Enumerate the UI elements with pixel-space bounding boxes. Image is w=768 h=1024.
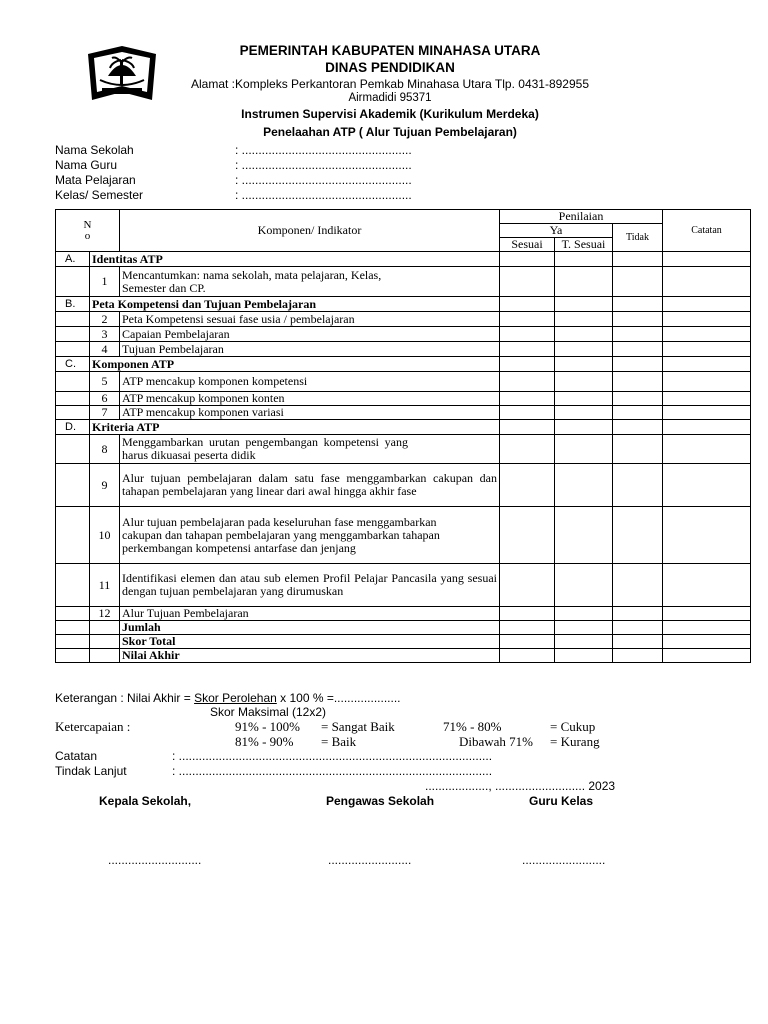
identity-row-teacher — [55, 158, 412, 172]
score-cell[interactable] — [555, 507, 613, 564]
score-cell[interactable] — [555, 649, 613, 663]
table-row — [56, 312, 751, 327]
score-cell[interactable] — [500, 649, 555, 663]
table-row — [56, 392, 751, 406]
item-number: 7 — [90, 406, 120, 420]
header-komponen: Komponen/ Indikator — [120, 210, 500, 252]
table-row — [56, 267, 751, 297]
header-t-sesuai: T. Sesuai — [555, 238, 613, 252]
score-cell[interactable] — [613, 435, 663, 464]
score-cell[interactable] — [555, 297, 613, 312]
note-cell[interactable] — [663, 435, 751, 464]
signature-teacher-title: Guru Kelas — [529, 794, 594, 808]
item-number: 3 — [90, 327, 120, 342]
header-tidak: Tidak — [613, 224, 663, 252]
score-cell[interactable] — [500, 607, 555, 621]
item-number: 12 — [90, 607, 120, 621]
score-cell[interactable] — [500, 372, 555, 392]
item-number: 2 — [90, 312, 120, 327]
note-cell[interactable] — [663, 372, 751, 392]
item-text: ATP mencakup komponen konten — [120, 392, 500, 406]
identity-value: : ................................................... — [235, 143, 412, 157]
note-cell[interactable] — [663, 357, 751, 372]
score-cell[interactable] — [613, 297, 663, 312]
header-catatan: Catatan — [663, 210, 751, 252]
item-text: ATP mencakup komponen kompetensi — [120, 372, 500, 392]
score-cell[interactable] — [500, 564, 555, 607]
score-cell[interactable] — [613, 635, 663, 649]
score-cell[interactable] — [555, 342, 613, 357]
item-text: Menggambarkan urutan pengembangan kompetensi yang harus dikuasai peserta didik — [120, 435, 500, 464]
score-cell[interactable] — [613, 392, 663, 406]
score-cell[interactable] — [500, 252, 555, 267]
item-number: 4 — [90, 342, 120, 357]
score-cell[interactable] — [613, 357, 663, 372]
score-cell[interactable] — [500, 392, 555, 406]
signature-teacher-line: ......................... — [522, 853, 606, 867]
formula-line: Keterangan : Nilai Akhir = Skor Perolehan x 100 % =.................... — [55, 691, 401, 705]
item-number: 10 — [90, 507, 120, 564]
note-cell[interactable] — [663, 252, 751, 267]
formula-denominator: Skor Maksimal (12x2) — [210, 705, 327, 719]
identity-value: : ................................................... — [235, 173, 412, 187]
catatan-field[interactable]: : .............................................................................................. — [172, 749, 493, 763]
table-row — [56, 342, 751, 357]
score-cell[interactable] — [555, 635, 613, 649]
score-cell[interactable] — [555, 607, 613, 621]
score-cell[interactable] — [613, 327, 663, 342]
identity-value: : ................................................... — [235, 188, 412, 202]
range-label: 71% - 80% — [443, 719, 502, 734]
regency-logo — [84, 44, 160, 104]
note-cell[interactable] — [663, 342, 751, 357]
tindak-lanjut-field[interactable]: : .............................................................................................. — [172, 764, 493, 778]
section-letter: B. — [56, 297, 90, 312]
score-cell[interactable] — [555, 621, 613, 635]
header-address: Alamat :Kompleks Perkantoran Pemkab Minahasa Utara Tlp. 0431-892955 — [191, 77, 589, 91]
signature-principal-title: Kepala Sekolah, — [99, 794, 192, 808]
item-text: Capaian Pembelajaran — [120, 327, 500, 342]
score-cell[interactable] — [555, 392, 613, 406]
item-number: 9 — [90, 464, 120, 507]
table-row — [56, 464, 751, 507]
score-cell[interactable] — [500, 342, 555, 357]
score-cell[interactable] — [555, 464, 613, 507]
item-text: Alur tujuan pembelajaran dalam satu fase menggambarkan cakupan dan tahapan pembelajaran yang linear dari awal hingga akhir fase — [120, 464, 500, 507]
note-cell[interactable] — [663, 621, 751, 635]
total-row — [56, 635, 751, 649]
signature-supervisor-title: Pengawas Sekolah — [326, 794, 435, 808]
section-letter: A. — [56, 252, 90, 267]
score-cell[interactable] — [555, 420, 613, 435]
score-cell[interactable] — [613, 607, 663, 621]
score-cell[interactable] — [500, 312, 555, 327]
range-desc: = Baik — [321, 734, 357, 749]
instrument-title: Instrumen Supervisi Akademik (Kurikulum Merdeka) — [241, 107, 539, 121]
item-text: Alur Tujuan Pembelajaran — [120, 607, 500, 621]
score-cell[interactable] — [613, 564, 663, 607]
skor-perolehan: Skor Perolehan — [194, 691, 277, 705]
signature-principal-line: ............................ — [108, 853, 202, 867]
note-cell[interactable] — [663, 464, 751, 507]
note-cell[interactable] — [663, 507, 751, 564]
section-title: Identitas ATP — [90, 252, 500, 267]
score-cell[interactable] — [555, 372, 613, 392]
score-cell[interactable] — [500, 435, 555, 464]
score-cell[interactable] — [555, 252, 613, 267]
item-text: Identifikasi elemen dan atau sub elemen Profil Pelajar Pancasila yang sesuai dengan tujuan pembelajaran yang dirumuskan — [120, 564, 500, 607]
note-cell[interactable] — [663, 406, 751, 420]
score-cell[interactable] — [555, 357, 613, 372]
identity-label: Mata Pelajaran — [55, 173, 136, 187]
section-letter: D. — [56, 420, 90, 435]
note-cell[interactable] — [663, 635, 751, 649]
table-row — [56, 327, 751, 342]
header-government: PEMERINTAH KABUPATEN MINAHASA UTARA — [239, 43, 541, 58]
section-letter: C. — [56, 357, 90, 372]
range-desc: = Kurang — [550, 734, 600, 749]
item-text: Alur tujuan pembelajaran pada keseluruhan fase menggambarkan cakupan dan tahapan pembelajaran yang menggambarkan tahapan perkembangan kompetensi antarfase dan jenjang — [120, 507, 500, 564]
item-text: Mencantumkan: nama sekolah, mata pelajaran, Kelas, Semester dan CP. — [120, 267, 500, 297]
total-label: Skor Total — [120, 635, 500, 649]
score-cell[interactable] — [613, 342, 663, 357]
score-cell[interactable] — [500, 635, 555, 649]
section-row — [56, 357, 751, 372]
score-cell[interactable] — [500, 507, 555, 564]
assessment-table — [55, 209, 751, 663]
score-cell[interactable] — [500, 420, 555, 435]
item-number: 5 — [90, 372, 120, 392]
item-number: 1 — [90, 267, 120, 297]
item-number: 11 — [90, 564, 120, 607]
tindak-lanjut-label: Tindak Lanjut — [55, 764, 127, 778]
section-title: Kriteria ATP — [90, 420, 500, 435]
item-text: ATP mencakup komponen variasi — [120, 406, 500, 420]
header-city: Airmadidi 95371 — [348, 92, 432, 104]
total-label: Jumlah — [120, 621, 500, 635]
score-cell[interactable] — [555, 406, 613, 420]
score-cell[interactable] — [500, 267, 555, 297]
note-cell[interactable] — [663, 420, 751, 435]
score-cell[interactable] — [613, 372, 663, 392]
score-cell[interactable] — [555, 327, 613, 342]
score-cell[interactable] — [613, 649, 663, 663]
document-subtitle: Penelaahan ATP ( Alur Tujuan Pembelajaran) — [263, 125, 517, 139]
total-row — [56, 649, 751, 663]
score-cell[interactable] — [555, 267, 613, 297]
score-cell[interactable] — [500, 357, 555, 372]
note-cell[interactable] — [663, 649, 751, 663]
score-cell[interactable] — [555, 435, 613, 464]
score-cell[interactable] — [500, 621, 555, 635]
header-no: N o — [56, 210, 120, 252]
signature-supervisor-line: ......................... — [328, 853, 412, 867]
score-cell[interactable] — [613, 267, 663, 297]
item-text: Tujuan Pembelajaran — [120, 342, 500, 357]
header-ya: Ya — [500, 224, 613, 238]
item-number: 6 — [90, 392, 120, 406]
identity-row-class — [55, 188, 412, 202]
table-row — [56, 406, 751, 420]
section-row — [56, 252, 751, 267]
score-cell[interactable] — [613, 406, 663, 420]
note-cell[interactable] — [663, 392, 751, 406]
table-row — [56, 607, 751, 621]
identity-row-subject — [55, 173, 412, 187]
total-row — [56, 621, 751, 635]
note-cell[interactable] — [663, 297, 751, 312]
identity-value: : ................................................... — [235, 158, 412, 172]
range-desc: = Cukup — [550, 719, 596, 734]
header-penilaian: Penilaian — [500, 210, 663, 224]
score-cell[interactable] — [500, 464, 555, 507]
header-sesuai: Sesuai — [500, 238, 555, 252]
section-row — [56, 297, 751, 312]
range-label: Dibawah 71% — [459, 734, 534, 749]
score-cell[interactable] — [613, 252, 663, 267]
section-title: Komponen ATP — [90, 357, 500, 372]
range-label: 91% - 100% — [235, 719, 300, 734]
score-cell[interactable] — [613, 420, 663, 435]
identity-label: Nama Sekolah — [55, 143, 134, 157]
ketercapaian-label: Ketercapaian : — [55, 719, 131, 734]
range-desc: = Sangat Baik — [321, 719, 395, 734]
score-cell[interactable] — [500, 406, 555, 420]
score-cell[interactable] — [613, 464, 663, 507]
table-row — [56, 507, 751, 564]
place-date: ..................., ........................... 2023 — [425, 779, 616, 793]
score-cell[interactable] — [613, 621, 663, 635]
score-cell[interactable] — [613, 312, 663, 327]
score-cell[interactable] — [555, 312, 613, 327]
table-row — [56, 564, 751, 607]
header-department: DINAS PENDIDIKAN — [325, 60, 455, 75]
identity-label: Kelas/ Semester — [55, 188, 144, 202]
catatan-label: Catatan — [55, 749, 98, 763]
note-cell[interactable] — [663, 607, 751, 621]
range-label: 81% - 90% — [235, 734, 294, 749]
total-label: Nilai Akhir — [120, 649, 500, 663]
table-row — [56, 372, 751, 392]
identity-row-school — [55, 143, 412, 157]
table-row — [56, 435, 751, 464]
item-text: Peta Kompetensi sesuai fase usia / pembelajaran — [120, 312, 500, 327]
score-cell[interactable] — [500, 327, 555, 342]
section-title: Peta Kompetensi dan Tujuan Pembelajaran — [90, 297, 500, 312]
section-row — [56, 420, 751, 435]
note-cell[interactable] — [663, 267, 751, 297]
note-cell[interactable] — [663, 564, 751, 607]
score-cell[interactable] — [500, 297, 555, 312]
note-cell[interactable] — [663, 327, 751, 342]
score-cell[interactable] — [613, 507, 663, 564]
identity-label: Nama Guru — [55, 158, 118, 172]
item-number: 8 — [90, 435, 120, 464]
note-cell[interactable] — [663, 312, 751, 327]
score-cell[interactable] — [555, 564, 613, 607]
